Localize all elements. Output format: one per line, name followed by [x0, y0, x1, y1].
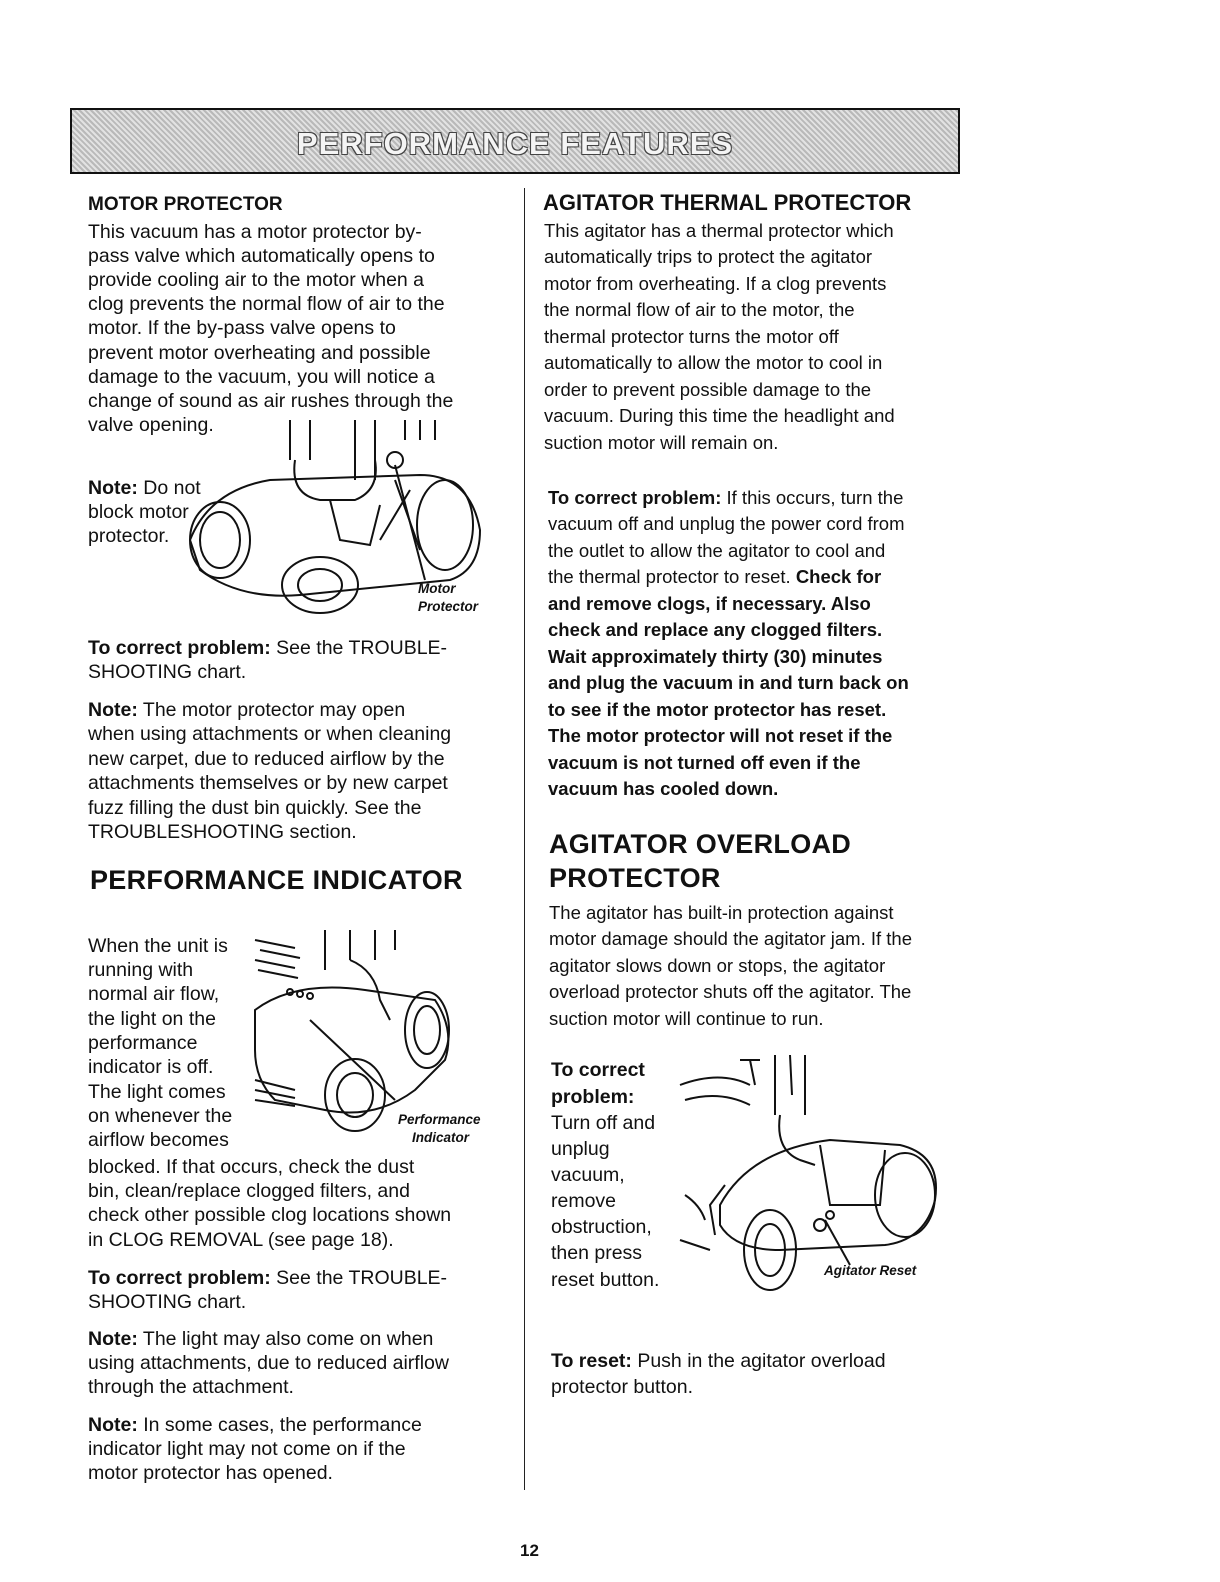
- caption-line: Protector: [418, 599, 479, 614]
- correct-text: then press: [551, 1242, 643, 1264]
- body-line: motor. If the by-pass valve opens to: [88, 317, 396, 339]
- note-text: The light may also come on when: [142, 1328, 434, 1350]
- body-line: blocked. If that occurs, check the dust: [88, 1156, 415, 1178]
- body-line: order to prevent possible damage to the: [544, 379, 872, 400]
- body-line: overload protector shuts off the agitator. The: [549, 981, 912, 1002]
- bold-text: and remove clogs, if necessary. Also: [548, 593, 871, 614]
- correct-text: obstruction,: [551, 1216, 652, 1238]
- reset-label: To reset:: [551, 1350, 632, 1372]
- caption-line: Indicator: [412, 1130, 470, 1145]
- correct-label: To correct problem:: [88, 1267, 271, 1289]
- performance-indicator-illustration: [255, 930, 465, 1140]
- correct-text: vacuum,: [551, 1164, 625, 1186]
- correct-text: reset button.: [551, 1269, 660, 1291]
- correct-label: To correct problem:: [88, 637, 271, 659]
- correct-text: Turn off and: [551, 1112, 656, 1134]
- note-text: using attachments, due to reduced airflow: [88, 1352, 449, 1374]
- note-text: block motor: [88, 501, 189, 523]
- body-line: performance: [88, 1032, 198, 1054]
- note-label: Note:: [88, 699, 138, 721]
- body-line: suction motor will continue to run.: [549, 1008, 824, 1029]
- note-label: Note:: [88, 1414, 138, 1436]
- body-line: damage to the vacuum, you will notice a: [88, 366, 435, 388]
- body-line: This agitator has a thermal protector which: [544, 220, 894, 241]
- page-number: 12: [520, 1541, 539, 1560]
- banner-title: PERFORMANCE FEATURES: [296, 126, 734, 161]
- correct-text: the thermal protector to reset.: [548, 566, 791, 587]
- body-line: pass valve which automatically opens to: [88, 245, 435, 267]
- note-text: attachments themselves or by new carpet: [88, 772, 448, 794]
- correct-text: SHOOTING chart.: [88, 661, 247, 683]
- note-text: when using attachments or when cleaning: [88, 723, 452, 745]
- body-line: change of sound as air rushes through the: [88, 390, 454, 412]
- body-line: normal air flow,: [88, 983, 220, 1005]
- body-line: When the unit is: [88, 935, 228, 957]
- correct-text: SHOOTING chart.: [88, 1291, 247, 1313]
- heading-line: PROTECTOR: [549, 863, 721, 893]
- bold-text: to see if the motor protector has reset.: [548, 699, 887, 720]
- body-line: automatically to allow the motor to cool in: [544, 352, 883, 373]
- section-banner: [70, 108, 960, 174]
- body-line: clog prevents the normal flow of air to the: [88, 293, 445, 315]
- bold-text: vacuum is not turned off even if the: [548, 752, 861, 773]
- body-line: The light comes: [88, 1081, 226, 1103]
- correct-text: the outlet to allow the agitator to cool and: [548, 540, 886, 561]
- body-line: prevent motor overheating and possible: [88, 342, 431, 364]
- bold-text: vacuum has cooled down.: [548, 778, 779, 799]
- body-line: bin, clean/replace clogged filters, and: [88, 1180, 410, 1202]
- thermal-protector-heading: AGITATOR THERMAL PROTECTOR: [543, 190, 912, 215]
- body-line: suction motor will remain on.: [544, 432, 779, 453]
- body-line: This vacuum has a motor protector by-: [88, 221, 422, 243]
- body-line: in CLOG REMOVAL (see page 18).: [88, 1229, 394, 1251]
- body-line: thermal protector turns the motor off: [544, 326, 839, 347]
- correct-label: To correct problem:: [548, 487, 722, 508]
- agitator-reset-caption: Agitator Reset: [824, 1263, 917, 1278]
- bold-text: Check for: [795, 566, 882, 587]
- body-line: airflow becomes: [88, 1129, 229, 1151]
- body-line: motor from overheating. If a clog prevents: [544, 273, 887, 294]
- body-line: motor damage should the agitator jam. If the: [549, 928, 913, 949]
- body-line: the light on the: [88, 1008, 216, 1030]
- correct-text: remove: [551, 1190, 617, 1212]
- heading-line: AGITATOR OVERLOAD: [549, 829, 852, 859]
- bold-text: Wait approximately thirty (30) minutes: [548, 646, 883, 667]
- body-line: agitator slows down or stops, the agitator: [549, 955, 886, 976]
- note-text: fuzz filling the dust bin quickly. See the: [88, 797, 422, 819]
- note-text: new carpet, due to reduced airflow by the: [88, 748, 445, 770]
- correct-text: unplug: [551, 1138, 610, 1160]
- note-text: motor protector has opened.: [88, 1462, 333, 1484]
- body-line: indicator is off.: [88, 1056, 214, 1078]
- body-line: running with: [88, 959, 194, 981]
- note-text: Do not: [143, 477, 201, 499]
- bold-text: The motor protector will not reset if the: [548, 725, 893, 746]
- reset-text: protector button.: [551, 1376, 694, 1398]
- body-line: automatically trips to protect the agitator: [544, 246, 873, 267]
- bold-text: and plug the vacuum in and turn back on: [548, 672, 909, 693]
- bold-text: check and replace any clogged filters.: [548, 619, 883, 640]
- note-text: indicator light may not come on if the: [88, 1438, 406, 1460]
- body-line: check other possible clog locations shown: [88, 1204, 452, 1226]
- note-text: In some cases, the performance: [143, 1414, 422, 1436]
- reset-text: Push in the agitator overload: [637, 1350, 886, 1372]
- caption-line: Motor: [418, 581, 456, 596]
- body-line: vacuum. During this time the headlight and: [544, 405, 895, 426]
- note-label: Note:: [88, 1328, 138, 1350]
- correct-text: See the TROUBLE-: [276, 1267, 448, 1289]
- body-line: provide cooling air to the motor when a: [88, 269, 425, 291]
- note-text: TROUBLESHOOTING section.: [88, 821, 357, 843]
- performance-indicator-heading: PERFORMANCE INDICATOR: [90, 865, 463, 895]
- correct-text: See the TROUBLE-: [276, 637, 448, 659]
- body-line: the normal flow of air to the motor, the: [544, 299, 855, 320]
- motor-protector-heading: MOTOR PROTECTOR: [88, 194, 283, 215]
- correct-text: vacuum off and unplug the power cord from: [548, 513, 905, 534]
- note-text: through the attachment.: [88, 1376, 294, 1398]
- note-text: The motor protector may open: [142, 699, 406, 721]
- correct-text: If this occurs, turn the: [726, 487, 904, 508]
- correct-label: problem:: [551, 1086, 635, 1108]
- note-text: protector.: [88, 525, 170, 547]
- body-line: valve opening.: [88, 414, 214, 436]
- note-label: Note:: [88, 477, 138, 499]
- column-divider: [524, 188, 525, 1490]
- correct-label: To correct: [551, 1059, 645, 1081]
- caption-line: Performance: [398, 1112, 481, 1127]
- body-line: The agitator has built-in protection against: [549, 902, 894, 923]
- body-line: on whenever the: [88, 1105, 233, 1127]
